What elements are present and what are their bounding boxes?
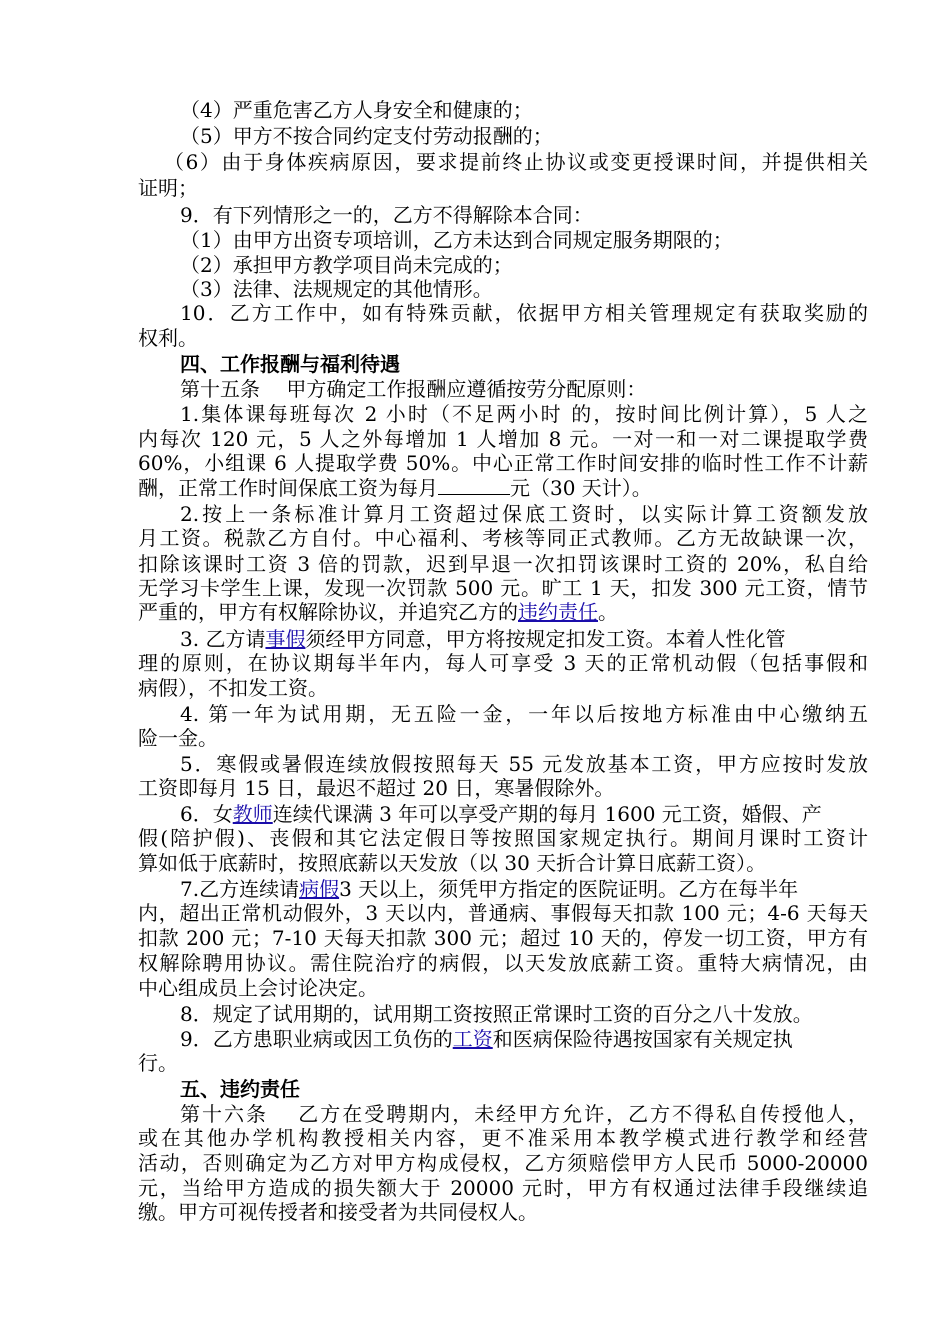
article-text: 或在其他办学机构教授相关内容，更不准采用本教学模式进行教学和经营 — [138, 1126, 868, 1150]
article-text: 活动，否则确定为乙方对甲方构成侵权，乙方须赔偿甲方人民币 5000-20000 — [138, 1151, 868, 1175]
pay-rule-9-line-2 — [138, 1051, 868, 1075]
clause-item-6-cont — [138, 176, 868, 200]
pay-rule-2 — [180, 502, 868, 526]
pay-rule-3-line-2 — [138, 651, 868, 675]
pay-rule-4-line-2 — [138, 726, 868, 750]
rule-text: 严重的，甲方有权解除协议，并追究乙方的 — [138, 600, 518, 624]
pay-rule-4 — [180, 702, 868, 726]
rule-text: 月工资。税款乙方自付。中心福利、考核等同正式教师。乙方无故缺课一次， — [138, 526, 868, 550]
clause-text: （5）甲方不按合同约定支付劳动报酬的； — [180, 124, 553, 148]
rule-text: 3 天以上，须凭甲方指定的医院证明。乙方在每半年 — [339, 877, 799, 901]
rule-text: 扣款 200 元；7-10 天每天扣款 300 元；超过 10 天的，停发一切工资，甲方有 — [138, 926, 868, 950]
pay-rule-1-line-4 — [138, 476, 868, 500]
article-text: 缴。甲方可视传授者和接受者为共同侵权人。 — [138, 1200, 538, 1224]
clause-9-heading — [180, 203, 910, 227]
pay-rule-6 — [180, 802, 868, 826]
sick-leave-link[interactable]: 病假 — [299, 877, 340, 901]
wage-link[interactable]: 工资 — [452, 1027, 493, 1051]
rule-text: 8．规定了试用期的，试用期工资按照正常课时工资的百分之八十发放。 — [180, 1002, 813, 1026]
article-16 — [180, 1102, 868, 1126]
clause-text: （2）承担甲方教学项目尚未完成的； — [180, 253, 513, 277]
rule-text: 连续代课满 3 年可以享受产期的每月 1600 元工资，婚假、产 — [272, 802, 822, 826]
salary-blank-field — [438, 476, 510, 495]
section-heading-5 — [180, 1077, 910, 1101]
section-heading-4 — [180, 352, 910, 376]
pay-rule-3-line-3 — [138, 676, 868, 700]
clause-text: （3）法律、法规规定的其他情形。 — [180, 277, 493, 301]
pay-rule-1 — [180, 402, 868, 426]
rule-text: 2.按上一条标准计算月工资超过保底工资时，以实际计算工资额发放 — [180, 502, 868, 526]
clause-10-cont — [138, 326, 868, 350]
pay-rule-5-line-2 — [138, 776, 868, 800]
pay-rule-2-line-3 — [138, 552, 868, 576]
rule-text: 病假），不扣发工资。 — [138, 676, 328, 700]
teacher-link[interactable]: 教师 — [232, 802, 273, 826]
clause-text: 权利。 — [138, 326, 198, 350]
pay-rule-1-line-2 — [138, 427, 868, 451]
rule-text: 3. 乙方请 — [180, 627, 266, 651]
clause-9-item-2 — [180, 253, 910, 277]
rule-text: 假(陪护假)、丧假和其它法定假日等按照国家规定执行。期间月课时工资计 — [138, 826, 868, 850]
clause-text: （4）严重危害乙方人身安全和健康的； — [180, 98, 533, 122]
rule-text: 60%，小组课 6 人提取学费 50%。中心正常工作时间安排的临时性工作不计薪 — [138, 451, 868, 475]
pay-rule-7-line-5 — [138, 976, 868, 1000]
rule-text: 5．寒假或暑假连续放假按照每天 55 元发放基本工资，甲方应按时发放 — [180, 752, 868, 776]
rule-text: 6．女 — [180, 802, 233, 826]
rule-text: 行。 — [138, 1051, 178, 1075]
rule-text: 元（30 天计）。 — [510, 476, 652, 500]
article-16-line-5 — [138, 1200, 868, 1224]
article-text: 元，当给甲方造成的损失额大于 20000 元时，甲方有权通过法律手段继续追 — [138, 1176, 868, 1200]
rule-text: 扣除该课时工资 3 倍的罚款，迟到早退一次扣罚该课时工资的 20%，私自给 — [138, 552, 868, 576]
pay-rule-2-line-4 — [138, 576, 868, 600]
rule-text: 和医病保险待遇按国家有关规定执 — [492, 1027, 793, 1051]
pay-rule-2-line-5 — [138, 600, 868, 624]
rule-text: 内，超出正常机动假外，3 天以内，普通病、事假每天扣款 100 元；4-6 天每天 — [138, 901, 868, 925]
clause-text: （1）由甲方出资专项培训，乙方未达到合同规定服务期限的； — [180, 228, 733, 252]
clause-item-4 — [180, 98, 910, 122]
pay-rule-9 — [180, 1027, 868, 1051]
article-16-line-4 — [138, 1176, 868, 1200]
rule-text: 无学习卡学生上课，发现一次罚款 500 元。旷工 1 天，扣发 300 元工资，情节 — [138, 576, 868, 600]
pay-rule-1-line-3 — [138, 451, 868, 475]
personal-leave-link[interactable]: 事假 — [265, 627, 306, 651]
article-16-line-2 — [138, 1126, 868, 1150]
pay-rule-6-line-3 — [138, 851, 868, 875]
clause-text: 证明； — [138, 176, 198, 200]
clause-item-6 — [164, 150, 868, 174]
article-15 — [180, 377, 910, 401]
rule-text: 内每次 120 元，5 人之外每增加 1 人增加 8 元。一对一和一对二课提取学费 — [138, 427, 868, 451]
pay-rule-8 — [180, 1002, 868, 1026]
rule-text: 险一金。 — [138, 726, 218, 750]
rule-text: 须经甲方同意，甲方将按规定扣发工资。本着人性化管 — [305, 627, 786, 651]
rule-text: 9．乙方患职业病或因工负伤的 — [180, 1027, 453, 1051]
pay-rule-7-line-3 — [138, 926, 868, 950]
rule-text: 4. 第一年为试用期，无五险一金，一年以后按地方标准由中心缴纳五 — [180, 702, 868, 726]
pay-rule-7-line-4 — [138, 951, 868, 975]
rule-text: 理的原则，在协议期每半年内，每人可享受 3 天的正常机动假（包括事假和 — [138, 651, 868, 675]
clause-text: （6）由于身体疾病原因，要求提前终止协议或变更授课时间，并提供相关 — [164, 150, 868, 174]
pay-rule-2-line-2 — [138, 526, 868, 550]
clause-10 — [180, 301, 868, 325]
rule-text: 权解除聘用协议。需住院治疗的病假，以天发放底薪工资。重特大病情况，由 — [138, 951, 868, 975]
rule-text: 工资即每月 15 日，最迟不超过 20 日，寒暑假除外。 — [138, 776, 615, 800]
section-title: 五、违约责任 — [180, 1077, 300, 1101]
pay-rule-3 — [180, 627, 868, 651]
pay-rule-5 — [180, 752, 868, 776]
rule-text: 。 — [598, 600, 618, 624]
section-title: 四、工作报酬与福利待遇 — [180, 352, 400, 376]
pay-rule-7 — [180, 877, 868, 901]
rule-text: 算如低于底薪时，按照底薪以天发放（以 30 天折合计算日底薪工资）。 — [138, 851, 767, 875]
clause-9-item-3 — [180, 277, 910, 301]
clause-item-5 — [180, 124, 910, 148]
clause-text: 9．有下列情形之一的，乙方不得解除本合同： — [180, 203, 593, 227]
clause-9-item-1 — [180, 228, 910, 252]
clause-text: 10．乙方工作中，如有特殊贡献，依据甲方相关管理规定有获取奖励的 — [180, 301, 868, 325]
article-text: 第十五条 甲方确定工作报酬应遵循按劳分配原则： — [180, 377, 647, 401]
rule-text: 酬，正常工作时间保底工资为每月 — [138, 476, 438, 500]
rule-text: 中心组成员上会讨论决定。 — [138, 976, 378, 1000]
breach-liability-link[interactable]: 违约责任 — [518, 600, 598, 624]
pay-rule-7-line-2 — [138, 901, 868, 925]
pay-rule-6-line-2 — [138, 826, 868, 850]
rule-text: 1.集体课每班每次 2 小时（不足两小时 的，按时间比例计算），5 人之 — [180, 402, 868, 426]
article-16-line-3 — [138, 1151, 868, 1175]
rule-text: 7.乙方连续请 — [180, 877, 300, 901]
article-text: 第十六条 乙方在受聘期内，未经甲方允许，乙方不得私自传授他人， — [180, 1102, 868, 1126]
